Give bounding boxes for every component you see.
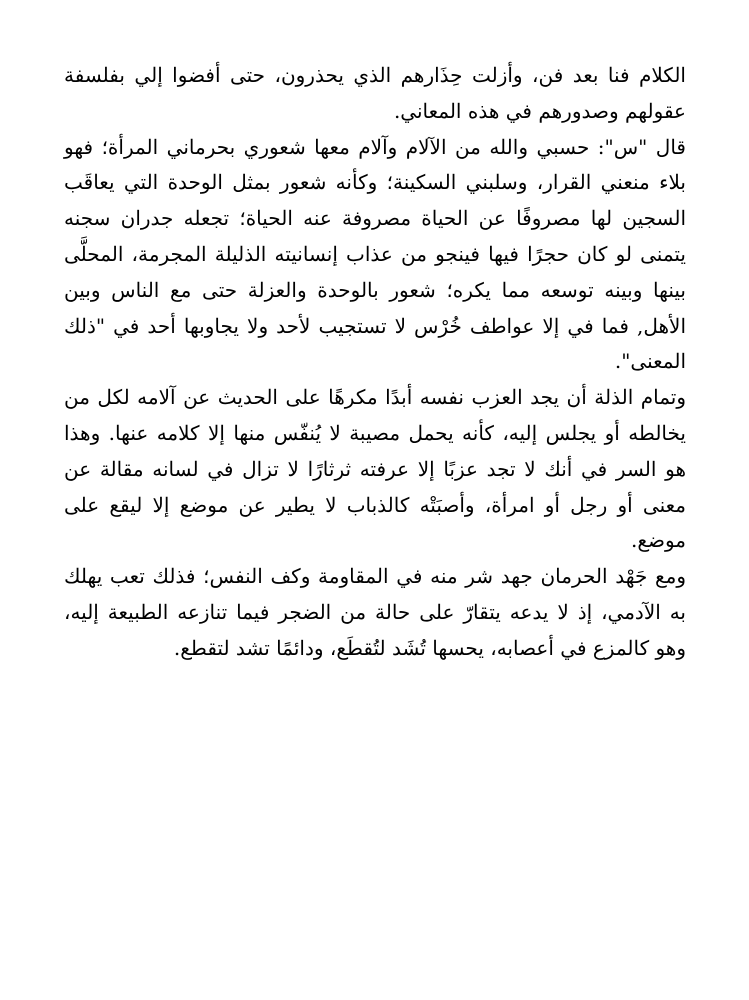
paragraph-4: ومع جَهْد الحرمان جهد شر منه في المقاومة وكف النفس؛ فذلك تعب يهلك به الآدمي، إذ لا يدعه يتقارّ على حالة من الضجر فيما تنازعه الطبيعة إليه، وهو كالمزع في أعصابه، يحسها تُشَد لتُقطَع، ودائمًا تشد لتقطع. [64,564,686,660]
document-body [64,58,686,667]
paragraph-3: وتمام الذلة أن يجد العزب نفسه أبدًا مكرهًا على الحديث عن آلامه لكل من يخالطه أو يجلس إليه، كأنه يحمل مصيبة لا يُنفّس منها إلا كلامه عنها. وهذا هو السر في أنك لا تجد عزبًا إلا عرفته ثرثارًا لا تزال في لسانه مقالة عن معنى أو رجل أو امرأة، وأصبَتْه كالذباب لا يطير عن موضع إلا ليقع على موضع. [64,385,686,553]
paragraph-2: قال "س": حسبي والله من الآلام وآلام معها شعوري بحرماني المرأة؛ فهو بلاء منعني القرار، وسلبني السكينة؛ وكأنه شعور بمثل الوحدة التي يعاقَب السجين لها مصروفًا عن الحياة مصروفة عنه الحياة؛ تجعله جدران سجنه يتمنى لو كان حجرًا فيها فينجو من عذاب إنسانيته الذليلة المجرمة، المحلَّى بينها وبينه توسعه مما يكره؛ شعور بالوحدة والعزلة حتى مع الناس وبين الأهل, فما في إلا عواطف خُرْس لا تستجيب لأحد ولا يجاوبها أحد في "ذلك المعنى". [64,134,687,374]
paragraph-1: الكلام فنا بعد فن، وأزلت حِذَارهم الذي يحذرون، حتى أفضوا إلي بفلسفة عقولهم وصدورهم في هذه المعاني. [64,63,686,123]
